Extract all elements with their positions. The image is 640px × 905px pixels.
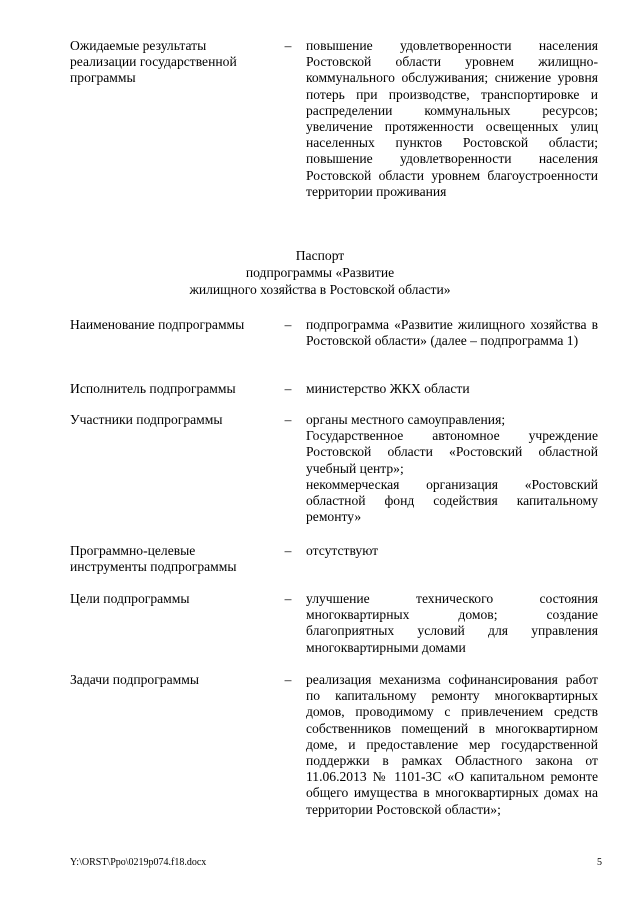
value-text: улучшение технического состояния многоквартирных домов; создание благоприятных условий для управления многоквартирными домами [306, 591, 598, 655]
row-value [306, 591, 598, 656]
row-value [306, 543, 598, 559]
passport-title: Паспорт [295, 248, 345, 263]
row-label: Наименование подпрограммы [70, 317, 245, 332]
row-dash: – [284, 672, 292, 687]
value-text: подпрограмма «Развитие жилищного хозяйства в Ростовской области» (далее – подпрограмма 1) [306, 317, 598, 349]
row-tasks [70, 672, 598, 818]
row-dash: – [284, 591, 292, 606]
row-value [306, 381, 598, 397]
row-participants [70, 412, 598, 525]
row-executor [70, 381, 598, 397]
footer-page-number: 5 [597, 857, 602, 868]
row-dash: – [284, 381, 292, 396]
results-dash: – [284, 38, 292, 53]
row-dash: – [284, 543, 292, 558]
row-instruments [70, 543, 598, 575]
value-text: отсутствуют [306, 543, 379, 558]
row-name [70, 317, 598, 349]
row-goals [70, 591, 598, 656]
value-text: министерство ЖКХ области [306, 381, 470, 396]
row-dash: – [284, 317, 292, 332]
row-label: Участники подпрограммы [70, 412, 223, 427]
row-label: Программно-целевые инструменты подпрограммы [70, 543, 237, 575]
row-value [306, 317, 598, 349]
passport-subtitle-2: жилищного хозяйства в Ростовской области» [189, 282, 451, 297]
passport-subtitle-1: подпрограммы «Развитие [245, 265, 395, 280]
value-text: некоммерческая организация «Ростовский областной фонд содействия капитальному ремонту» [306, 476, 598, 525]
footer-file-path: Y:\ORST\Ppo\0219p074.f18.docx [70, 857, 207, 868]
row-label: Цели подпрограммы [70, 591, 190, 606]
value-text: Государственное автономное учреждение Ростовской области «Ростовский областной учебный центр»; [306, 428, 598, 476]
results-value: повышение удовлетворенности населения Ростовской области уровнем жилищно-коммунального обслуживания; снижение уровня потерь при производстве, транспортировке и распределении коммунальных ресурсов; увеличение протяженности освещенных улиц населенных пунктов Ростовской области; повышение удовлетворенности населения Ростовской области уровнем благоустроенности территории проживания [306, 38, 598, 199]
row-value [306, 672, 598, 818]
row-value [306, 412, 598, 525]
row-label: Задачи подпрограммы [70, 672, 199, 687]
results-row [70, 38, 598, 200]
row-dash: – [284, 412, 292, 427]
row-label: Исполнитель подпрограммы [70, 381, 236, 396]
value-text: органы местного самоуправления; [306, 412, 506, 427]
value-text: реализация механизма софинансирования работ по капитальному ремонту многоквартирных домов, проводимому с привлечением средств собственников помещений в многоквартирном доме, и предоставление мер государственной поддержки в рамках Областного закона от 11.06.2013 № 1101-ЗС «О капитальном ремонте общего имущества в многоквартирных домах на территории Ростовской области»; [306, 672, 598, 817]
results-name: Ожидаемые результаты реализации государственной программы [70, 38, 237, 86]
